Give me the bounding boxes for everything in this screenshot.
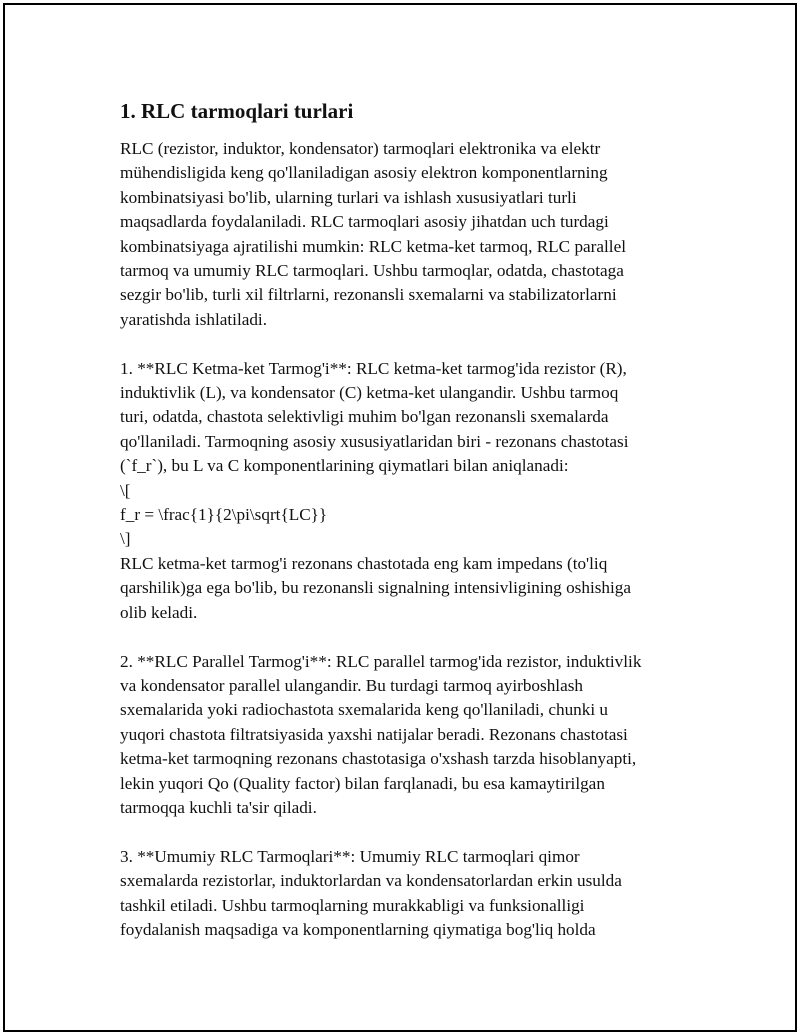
section-heading: 1. RLC tarmoqlari turlari: [120, 99, 354, 123]
paragraph-spacer: [120, 625, 690, 649]
intro-paragraph: RLC (rezistor, induktor, kondensator) tarmoqlari elektronika va elektr mühendisligida keng qo'llaniladigan asosiy elektron komponentlarning kombinatsiyasi bo'lib, ularning turlari va ishlash xususiyatlari turli maqsadlarda foydalaniladi. RLC tarmoqlari asosiy jihatdan uch turdagi kombinatsiyaga ajratilishi mumkin: RLC ketma-ket tarmoq, RLC parallel tarmoq va umumiy RLC tarmoqlari. Ushbu tarmoqlar, odatda, chastotaga sezgir bo'lib, turli xil filtrlarni, rezonansli sxemalarni va stabilizatorlarni yaratishda ishlatiladi.: [120, 139, 626, 329]
list-item-series: 1. **RLC Ketma-ket Tarmog'i**: RLC ketma-ket tarmog'ida rezistor (R), induktivlik (L), va kondensator (C) ketma-ket ulangandir. Ushbu tarmoq turi, odatda, chastota selektivligi muhim bo'lgan rezonansli sxemalarda qo'llaniladi. Tarmoqning asosiy xususiyatlaridan biri - rezonans chastotasi (`f_r`), bu L va C komponentlarining qiymatlari bilan aniqlanadi: \[ f_r = \frac{1}{2\pi\sqrt{LC}} \] RLC ketma-ket tarmog'i rezonans chastotada eng kam impedans (to'liq qarshilik)ga ega bo'lib, bu rezonansli signalning intensivligining oshishiga olib keladi.: [120, 358, 632, 622]
list-item-parallel: 2. **RLC Parallel Tarmog'i**: RLC parallel tarmog'ida rezistor, induktivlik va kondensator parallel ulangandir. Bu turdagi tarmoq ayirboshlash sxemalarida yoki radiochastota sxemalarida keng qo'llaniladi, chunki u yuqori chastota filtratsiyasida yaxshi natijalar beradi. Rezonans chastotasi ketma-ket tarmoqning rezonans chastotasiga o'xshash tarzda hisoblanyapti, lekin yuqori Qo (Quality factor) bilan farqlanadi, bu esa kamaytirilgan tarmoqqa kuchli ta'sir qiladi.: [120, 651, 642, 817]
document-page: [3, 3, 797, 1032]
paragraph-spacer: [120, 332, 690, 356]
paragraph-spacer: [120, 820, 690, 844]
document-body: [120, 97, 690, 942]
list-item-general: 3. **Umumiy RLC Tarmoqlari**: Umumiy RLC tarmoqlari qimor sxemalarda rezistorlar, induktorlardan va kondensatorlardan erkin usulda tashkil etiladi. Ushbu tarmoqlarning murakkabligi va funksionalligi foydalanish maqsadiga va komponentlarning qiymatiga bog'liq holda: [120, 846, 622, 939]
